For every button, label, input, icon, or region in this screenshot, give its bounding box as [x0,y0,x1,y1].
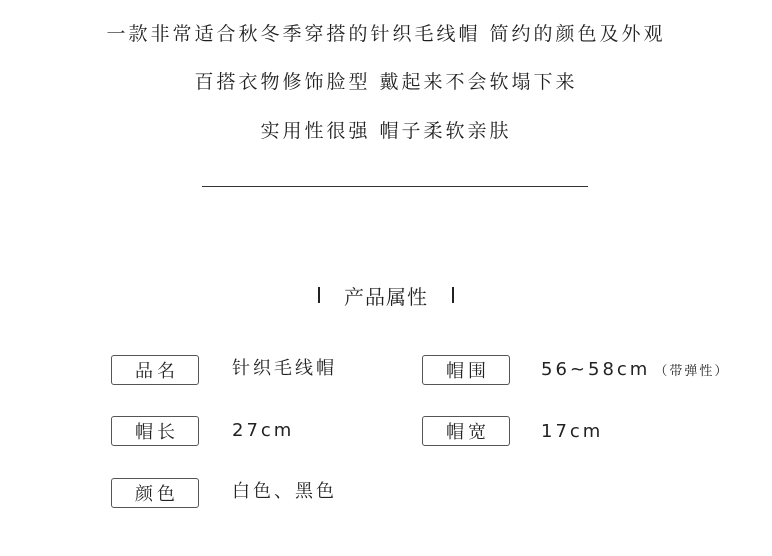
attr-note-elastic: （带弹性） [654,364,730,379]
attr-label-name: 品名 [111,355,199,385]
attr-label-color: 颜色 [111,478,199,508]
title-bar-left [318,287,320,303]
intro-line-1: 一款非常适合秋冬季穿搭的针织毛线帽 简约的颜色及外观 [106,23,666,45]
attr-value-circumference-row [541,359,729,383]
attr-label-circumference: 帽围 [422,355,510,385]
attr-label-length: 帽长 [111,416,199,446]
attr-value-length: 27cm [232,420,295,441]
attr-value-circumference: 56~58cm [541,359,651,380]
section-header [0,280,772,310]
attr-label-width: 帽宽 [422,416,510,446]
attr-value-width: 17cm [541,421,604,442]
section-divider [202,186,588,187]
attr-value-color: 白色、黑色 [232,481,337,502]
section-title: 产品属性 [344,284,428,309]
attr-value-name: 针织毛线帽 [232,358,337,379]
intro-line-3: 实用性很强 帽子柔软亲肤 [260,120,512,142]
intro-line-2: 百搭衣物修饰脸型 戴起来不会软塌下来 [194,71,578,93]
title-bar-right [452,287,454,303]
